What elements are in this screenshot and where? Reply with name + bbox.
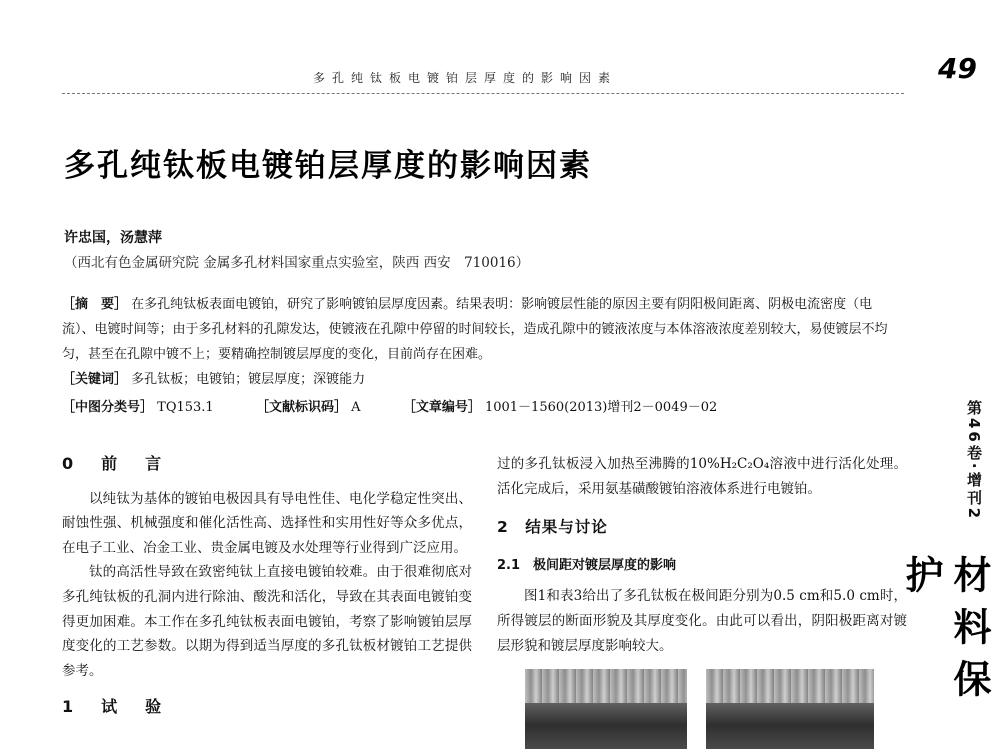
header-divider: [62, 93, 904, 94]
keywords: [62, 367, 902, 392]
page-number: 49: [938, 52, 977, 85]
left-column: [62, 452, 472, 720]
affiliation: （西北有色金属研究院 金属多孔材料国家重点实验室，陕西 西安 710016）: [64, 255, 530, 271]
abstract-block: [62, 292, 902, 392]
clc-label: ［中图分类号］: [62, 400, 154, 415]
classification-line: [62, 396, 922, 415]
abstract-label: ［摘 要］: [62, 297, 128, 312]
section-0-heading: 0 前 言: [62, 454, 168, 473]
section-2-1-heading: 2.1 极间距对镀层厚度的影响: [497, 557, 677, 573]
abstract-text: 在多孔纯钛板表面电镀铂，研究了影响镀铂层厚度因素。结果表明：影响镀层性能的原因主要有阴阳极间距离、阴极电流密度（电流）、电镀时间等；由于多孔材料的孔隙发达，使镀液在孔隙中停留的时间较长，造成孔隙中的镀液浓度与本体溶液浓度差别较大，易使镀层不均匀，甚至在孔隙中镀不上；要精确控制镀层厚度的变化，目前尚存在困难。: [62, 297, 888, 362]
section-1-heading: 1 试 验: [62, 697, 168, 717]
clc-value: TQ153.1: [157, 400, 214, 415]
abstract: [62, 292, 902, 367]
keywords-text: 多孔钛板；电镀铂；镀层厚度；深镀能力: [131, 372, 366, 387]
right-column: [497, 452, 907, 658]
intro-paragraph-1: 以纯钛为基体的镀铂电极因具有导电性佳、电化学稳定性突出、耐蚀性强、机械强度和催化活性高、选择性和实用性好等众多优点，在电子工业、冶金工业、贵金属电镀及水处理等行业得到广泛应用。: [62, 490, 472, 556]
article-title: 多孔纯钛板电镀铂层厚度的影响因素: [64, 148, 592, 184]
section-2-1-paragraph: 图1和表3给出了多孔钛板在极间距分别为0.5 cm和5.0 cm时，所得镀层的断面形貌及其厚度变化。由此可以看出，阴阳极距离对镀层形貌和镀层厚度影响较大。: [497, 588, 907, 654]
journal-name: 材料保护: [899, 555, 992, 711]
section-2-heading: 2 结果与讨论: [497, 518, 608, 537]
doc-code-label: ［文献标识码］: [255, 400, 347, 415]
activation-text-b: 溶液中进行活化处理。活化完成后，采用氨基磺酸镀铂溶液体系进行电镀铂。: [497, 456, 908, 497]
intro-paragraph-2: 钛的高活性导致在致密纯钛上直接电镀铂较难。由于很难彻底对多孔纯钛板的孔洞内进行除油、酸洗和活化，导致在其表面电镀铂变得更加困难。本工作在多孔纯钛板表面电镀铂，考察了影响镀铂层厚度变化的工艺参数。以期为得到适当厚度的多孔钛板材镀铂工艺提供参考。: [62, 564, 472, 679]
figure-1-image-b: [706, 669, 874, 749]
doc-code-value: A: [351, 400, 361, 415]
article-number-label: ［文章编号］: [402, 400, 481, 415]
article-number-value: 1001－1560(2013)增刊2－0049－02: [484, 400, 718, 415]
running-title: 多孔纯钛板电镀铂层厚度的影响因素: [312, 71, 617, 85]
activation-text-a: 过的多孔钛板浸入加热至沸腾的: [497, 456, 690, 472]
authors: 许忠国，汤慧萍: [64, 230, 162, 246]
activation-paragraph: [497, 452, 907, 501]
oxalic-acid-solution: 10%H₂C₂O₄: [689, 456, 770, 472]
figure-1-image-a: [525, 669, 687, 749]
volume-issue: 第46卷·增刊2: [965, 400, 983, 522]
keywords-label: ［关键词］: [62, 372, 128, 387]
